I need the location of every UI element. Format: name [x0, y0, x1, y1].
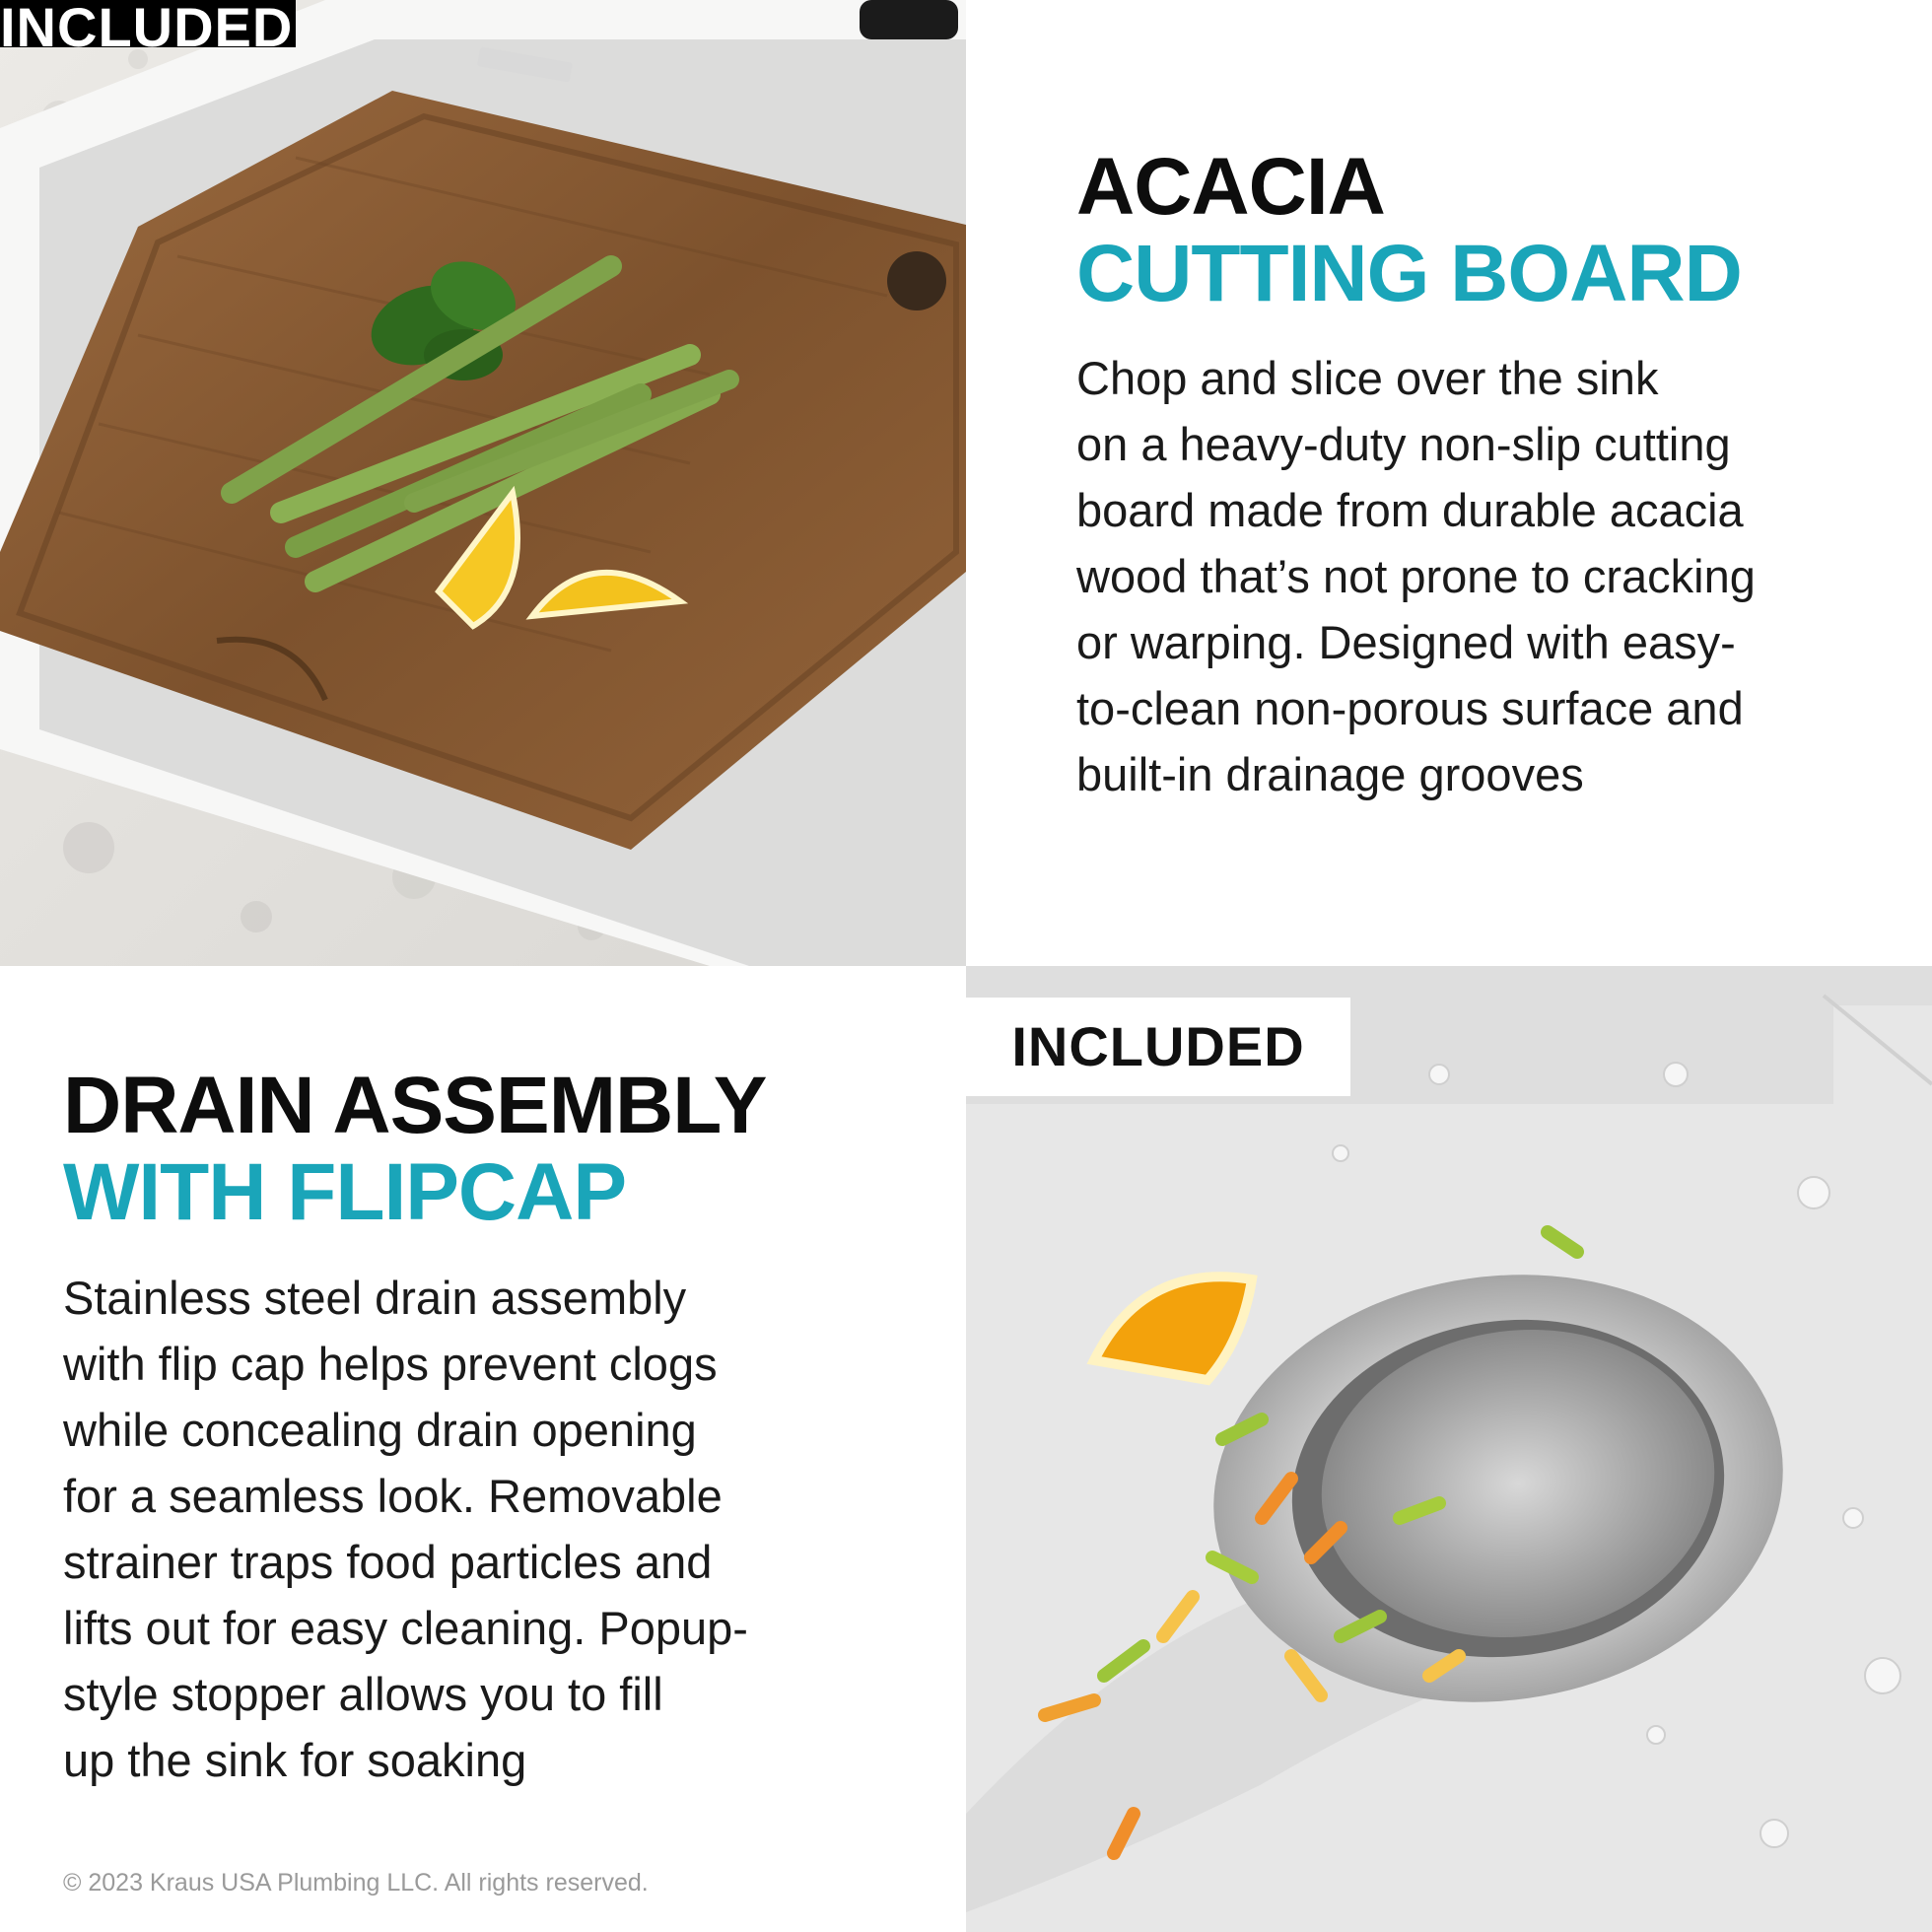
cutting-board-title-line2: CUTTING BOARD [1076, 229, 1742, 318]
cutting-board-title-line1: ACACIA [1076, 142, 1385, 232]
included-badge-top-label: INCLUDED [0, 0, 294, 58]
cutting-board-photo [0, 0, 966, 966]
cutting-board-heading [1076, 144, 1742, 317]
drain-title-line1: DRAIN ASSEMBLY [63, 1061, 767, 1150]
faucet-base [860, 0, 958, 39]
included-badge-top [0, 0, 296, 58]
drain-heading [63, 1063, 766, 1236]
drain-title-line2: WITH FLIPCAP [63, 1147, 627, 1237]
included-badge-bottom: INCLUDED [966, 998, 1350, 1096]
drain-description: Stainless steel drain assembly with flip cap helps prevent clogs while concealing drain opening for a seamless look. Removable strainer traps food particles and lifts out for easy cleaning. Popup- style stopper allows you to fill up the sink for soaking [63, 1272, 748, 1786]
copyright-notice: © 2023 Kraus USA Plumbing LLC. All rights reserved. [63, 1869, 649, 1897]
drain-photo-panel [966, 966, 1932, 1932]
finger-hole [887, 251, 946, 310]
drain-photo [966, 966, 1932, 1932]
cutting-board-description: Chop and slice over the sink on a heavy-duty non-slip cutting board made from durable acacia wood that’s not prone to cracking or warping. Designed with easy- to-clean non-porous surface and built-in drainage grooves [1076, 352, 1756, 800]
cutting-board-photo-panel [0, 0, 966, 966]
